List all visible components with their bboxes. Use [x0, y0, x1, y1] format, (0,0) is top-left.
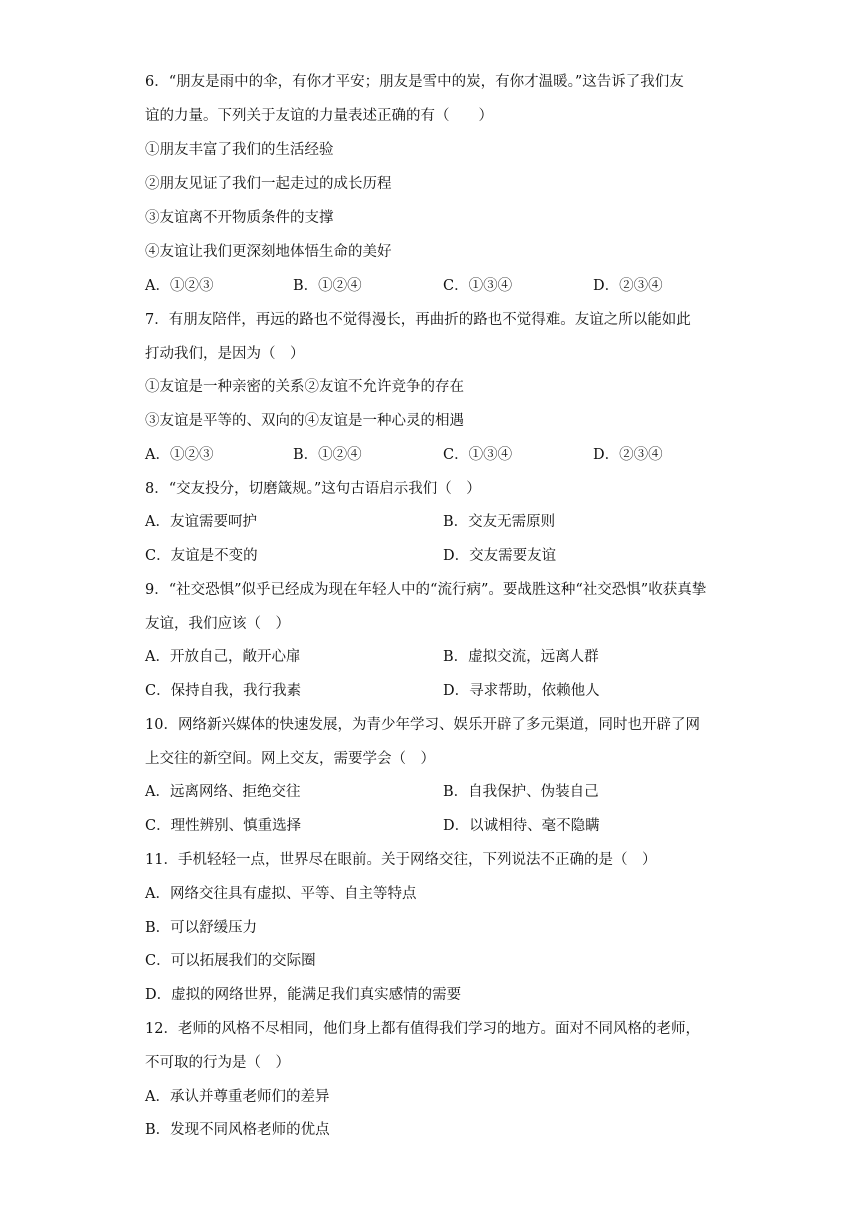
- q9-option-d[interactable]: D．寻求帮助，依赖他人: [443, 683, 600, 699]
- q11-option-c[interactable]: C．可以拓展我们的交际圈: [145, 953, 316, 969]
- q10-stem-line-1: 10．网络新兴媒体的快速发展，为青少年学习、娱乐开辟了多元渠道，同时也开辟了网: [145, 717, 700, 733]
- q8-option-c[interactable]: C．友谊是不变的: [145, 548, 258, 564]
- q11-option-d[interactable]: D．虚拟的网络世界，能满足我们真实感情的需要: [145, 987, 462, 1003]
- q10-option-a[interactable]: A．远离网络、拒绝交往: [145, 784, 301, 800]
- q7-stem-line-2: 打动我们，是因为（ ）: [145, 346, 305, 362]
- q7-option-c[interactable]: C．①③④: [443, 447, 513, 463]
- q6-option-a[interactable]: A．①②③: [145, 278, 214, 294]
- q6-stem-line-1: 6．“朋友是雨中的伞，有你才平安；朋友是雪中的炭，有你才温暖。”这告诉了我们友: [145, 74, 684, 90]
- q10-option-d[interactable]: D．以诚相待、毫不隐瞒: [443, 818, 600, 834]
- q10-options-row-1: [145, 782, 745, 802]
- q6-statement-4: ④友谊让我们更深刻地体悟生命的美好: [145, 244, 392, 260]
- q10-stem-line-2: 上交往的新空间。网上交友，需要学会（ ）: [145, 751, 435, 767]
- q7-option-d[interactable]: D．②③④: [593, 447, 663, 463]
- q12-stem-line-1: 12．老师的风格不尽相同，他们身上都有值得我们学习的地方。面对不同风格的老师，: [145, 1021, 700, 1037]
- q12-option-a[interactable]: A．承认并尊重老师们的差异: [145, 1089, 330, 1105]
- q12-stem-line-2: 不可取的行为是（ ）: [145, 1055, 290, 1071]
- q7-options: [145, 445, 745, 465]
- q11-option-b[interactable]: B．可以舒缓压力: [145, 920, 258, 936]
- q6-option-d[interactable]: D．②③④: [593, 278, 663, 294]
- q9-stem-line-2: 友谊，我们应该（ ）: [145, 616, 290, 632]
- q7-statement-2: ③友谊是平等的、双向的④友谊是一种心灵的相遇: [145, 413, 464, 429]
- q9-stem-line-1: 9．“社交恐惧”似乎已经成为现在年轻人中的“流行病”。要战胜这种“社交恐惧”收获真挚: [145, 582, 707, 598]
- q10-option-c[interactable]: C．理性辨别、慎重选择: [145, 818, 302, 834]
- q8-option-a[interactable]: A．友谊需要呵护: [145, 514, 257, 530]
- q6-stem-line-2: 谊的力量。下列关于友谊的力量表述正确的有（ ）: [145, 108, 493, 124]
- q9-options-row-2: [145, 681, 745, 701]
- q12-option-b[interactable]: B．发现不同风格老师的优点: [145, 1122, 330, 1138]
- q6-statement-2: ②朋友见证了我们一起走过的成长历程: [145, 176, 392, 192]
- q8-options-row-1: [145, 512, 745, 532]
- q11-stem-line-1: 11．手机轻轻一点，世界尽在眼前。关于网络交往，下列说法不正确的是（ ）: [145, 852, 657, 868]
- q11-option-a[interactable]: A．网络交往具有虚拟、平等、自主等特点: [145, 886, 417, 902]
- q7-stem-line-1: 7．有朋友陪伴，再远的路也不觉得漫长，再曲折的路也不觉得难。友谊之所以能如此: [145, 312, 691, 328]
- q8-options-row-2: [145, 546, 745, 566]
- q10-option-b[interactable]: B．自我保护、伪装自己: [443, 784, 599, 800]
- q7-statement-1: ①友谊是一种亲密的关系②友谊不允许竞争的存在: [145, 379, 464, 395]
- q9-options-row-1: [145, 647, 745, 667]
- q6-option-c[interactable]: C．①③④: [443, 278, 513, 294]
- q6-options: [145, 276, 745, 296]
- q10-options-row-2: [145, 816, 745, 836]
- q9-option-b[interactable]: B．虚拟交流，远离人群: [443, 649, 599, 665]
- q6-option-b[interactable]: B．①②④: [293, 278, 362, 294]
- q9-option-a[interactable]: A．开放自己，敞开心扉: [145, 649, 301, 665]
- q7-option-b[interactable]: B．①②④: [293, 447, 362, 463]
- q6-statement-3: ③友谊离不开物质条件的支撑: [145, 210, 334, 226]
- q9-option-c[interactable]: C．保持自我，我行我素: [145, 683, 302, 699]
- q8-stem-line-1: 8．“交友投分，切磨箴规。”这句古语启示我们（ ）: [145, 481, 481, 497]
- q6-statement-1: ①朋友丰富了我们的生活经验: [145, 142, 334, 158]
- q7-option-a[interactable]: A．①②③: [145, 447, 214, 463]
- q8-option-d[interactable]: D．交友需要友谊: [443, 548, 557, 564]
- q8-option-b[interactable]: B．交友无需原则: [443, 514, 556, 530]
